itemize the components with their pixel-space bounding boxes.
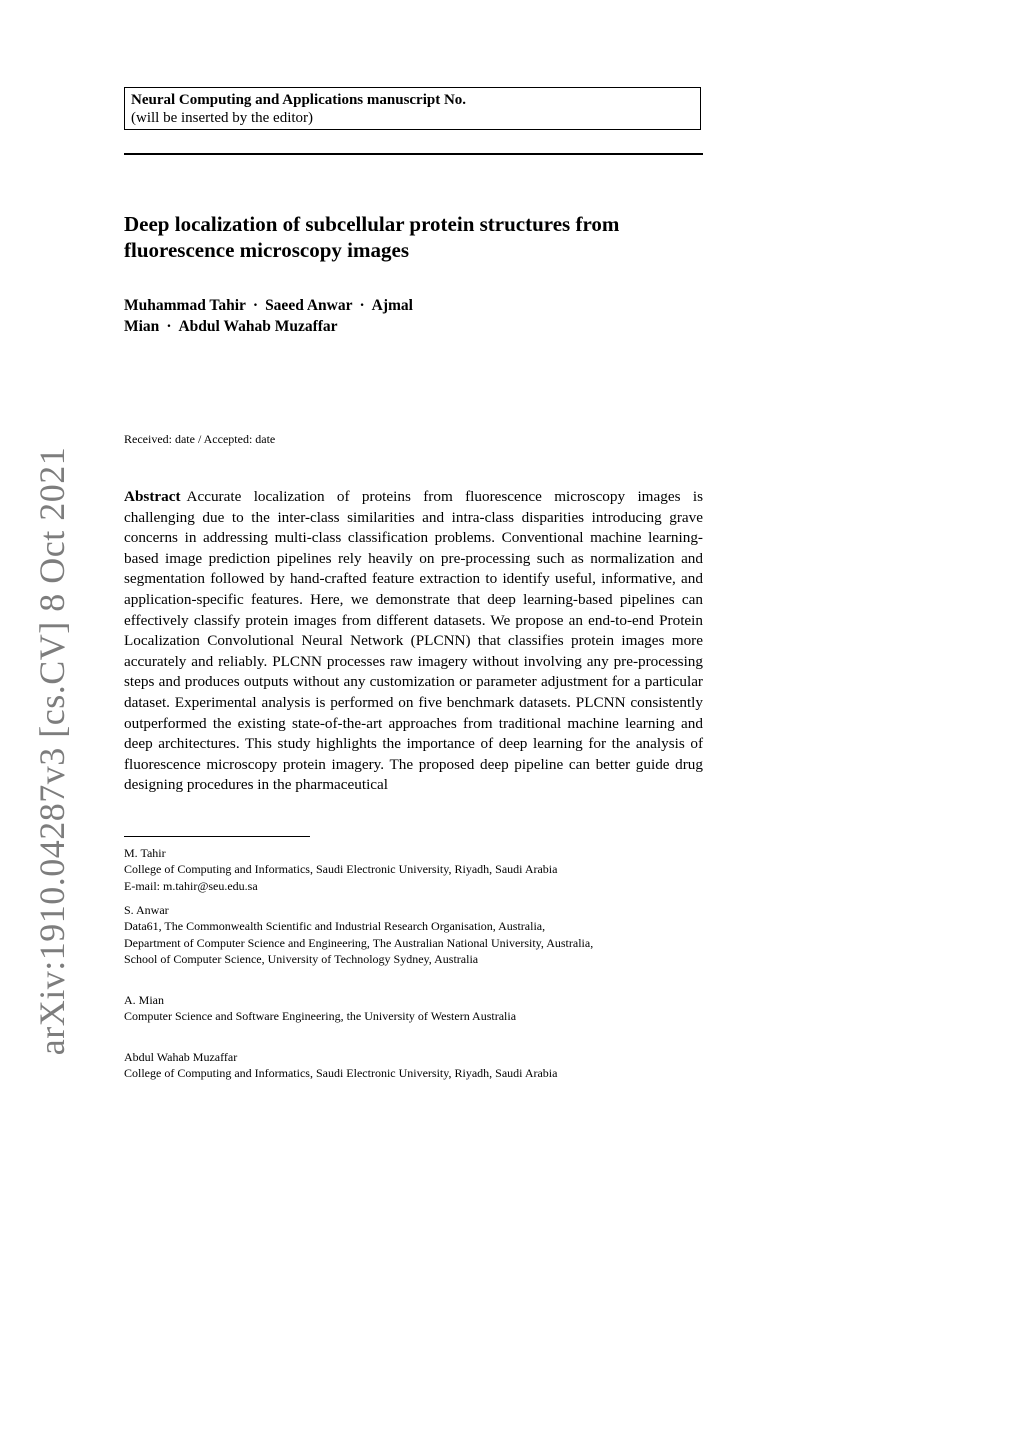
affiliation-name: S. Anwar [124,903,169,917]
affiliation-anwar [124,902,744,967]
affiliation-name: M. Tahir [124,846,166,860]
header-divider [124,153,703,155]
received-accepted-dates: Received: date / Accepted: date [124,432,276,446]
affiliation-mian [124,992,744,1025]
author-name: Mian [124,318,160,335]
affiliation-line: College of Computing and Informatics, Saudi Electronic University, Riyadh, Saudi Arabia [124,1066,558,1081]
affiliation-line: Department of Computer Science and Engineering, The Australian National University, Australia, [124,935,594,950]
affiliation-name: Abdul Wahab Muzaffar [124,1050,238,1064]
abstract-label: Abstract [124,488,181,505]
author-name: Ajmal [371,297,413,314]
author-separator: · [359,297,365,314]
author-line-1 [124,295,524,316]
affiliation-name: A. Mian [124,993,164,1007]
affiliation-line: College of Computing and Informatics, Saudi Electronic University, Riyadh, Saudi Arabia [124,862,558,877]
arxiv-identifier-stamp: arXiv:1910.04287v3 [cs.CV] 8 Oct 2021 [32,446,72,1056]
manuscript-header-box [124,87,701,130]
paper-title: Deep localization of subcellular protein structures from fluorescence microscopy images [124,212,620,262]
manuscript-journal-title: Neural Computing and Applications manuscript No. [131,92,467,108]
author-name: Saeed Anwar [265,297,353,314]
affiliation-line: School of Computer Science, University of Technology Sydney, Australia [124,951,479,966]
author-separator: · [252,297,259,314]
author-list [124,295,524,337]
abstract [124,487,703,796]
author-name: Abdul Wahab Muzaffar [178,318,338,335]
affiliation-muzaffar [124,1049,744,1082]
abstract-text: Accurate localization of proteins from fluorescence microscopy images is challenging due to the inter-class similarities and intra-class disparities introducing grave concerns in addressing multi-class classification problems. Conventional machine learning-based image prediction pipelines rely heavily on pre-processing such as normalization and segmentation followed by hand-crafted feature extraction to identify useful, informative, and application-specific features. Here, we demonstrate that deep learning-based pipelines can effectively classify protein images from different datasets. We propose an end-to-end Protein Localization Convolutional Neural Network (PLCNN) that classifies protein images more accurately and reliably. PLCNN processes raw imagery without involving any pre-processing steps and produces outputs without any customization or parameter adjustment for a particular dataset. Experimental analysis is performed on five benchmark datasets. PLCNN consistently outperformed the existing state-of-the-art approaches from traditional machine learning and deep architectures. This study highlights the importance of deep learning for the analysis of fluorescence microscopy protein imagery. The proposed deep pipeline can better guide drug designing procedures in the pharmaceutical [124,488,703,794]
author-name: Muhammad Tahir [124,297,246,314]
author-line-2 [124,316,524,337]
footnote-divider [124,836,310,837]
affiliation-email: E-mail: m.tahir@seu.edu.sa [124,878,258,893]
manuscript-editor-note: (will be inserted by the editor) [131,110,314,126]
author-separator: · [166,318,172,335]
affiliation-line: Computer Science and Software Engineering, the University of Western Australia [124,1009,517,1024]
affiliation-line: Data61, The Commonwealth Scientific and Industrial Research Organisation, Australia, [124,919,546,934]
affiliation-tahir [124,845,744,894]
